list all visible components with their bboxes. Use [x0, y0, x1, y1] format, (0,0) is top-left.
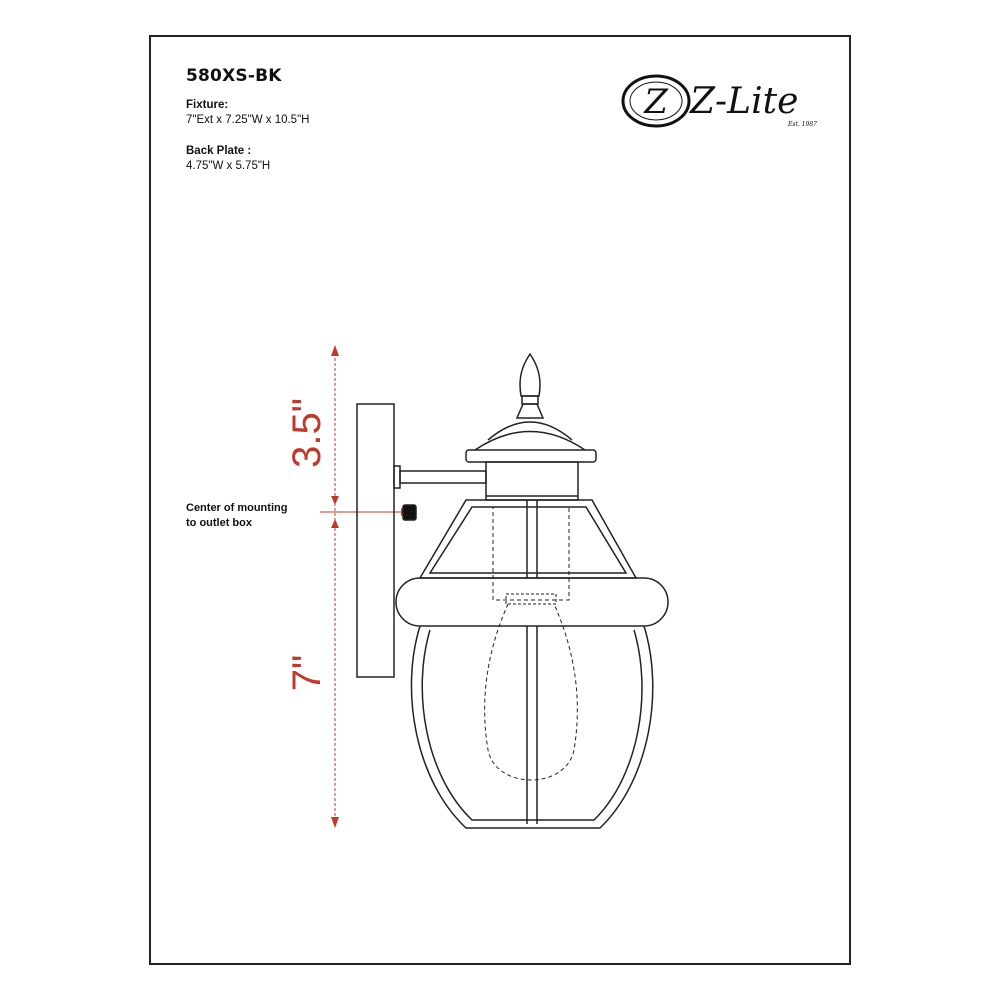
- finial-base: [517, 404, 543, 418]
- bulb-socket-hidden: [493, 507, 569, 600]
- upper-cage-inner: [430, 507, 626, 573]
- mounting-screw: [403, 505, 416, 520]
- dimension-lower-label: 7": [285, 654, 329, 692]
- lantern: [396, 354, 668, 828]
- mounting-arm: [400, 471, 486, 483]
- brand-established: Est. 1987: [788, 121, 817, 128]
- bulb-outline-hidden: [485, 604, 578, 780]
- backplate: [357, 404, 394, 677]
- model-number: 580XS-BK: [186, 66, 282, 86]
- lantern-cap-outline: [475, 432, 585, 451]
- dimension-lines: [285, 345, 410, 828]
- mounting-note-line1: Center of mounting: [186, 502, 288, 514]
- backplate-assembly: [357, 404, 486, 677]
- dimension-arrow-bottom: [331, 817, 339, 828]
- arm-bracket: [394, 466, 400, 488]
- dimension-arrow-top: [331, 345, 339, 356]
- dimension-arrow-mid-up: [331, 496, 339, 505]
- lower-globe: [411, 626, 652, 828]
- brand-name: Z-Lite: [690, 81, 799, 122]
- lantern-collar: [486, 462, 578, 500]
- dimension-upper-label: 3.5": [285, 398, 329, 468]
- fixture-dimensions: 7"Ext x 7.25"W x 10.5"H: [186, 114, 310, 126]
- bulb-base-hidden: [506, 594, 556, 604]
- lantern-band: [396, 578, 668, 626]
- finial-collar: [522, 396, 538, 404]
- lantern-cap-rim: [466, 450, 596, 462]
- backplate-label: Back Plate :: [186, 145, 252, 157]
- brand-monogram: Z: [644, 82, 668, 122]
- dimension-arrow-mid-down: [331, 519, 339, 528]
- lower-globe-inner: [422, 630, 642, 820]
- finial: [520, 354, 540, 396]
- backplate-dimensions: 4.75"W x 5.75"H: [186, 160, 271, 172]
- fixture-label: Fixture:: [186, 99, 229, 111]
- mounting-note-line2: to outlet box: [186, 517, 252, 529]
- brand-logo: [623, 76, 817, 128]
